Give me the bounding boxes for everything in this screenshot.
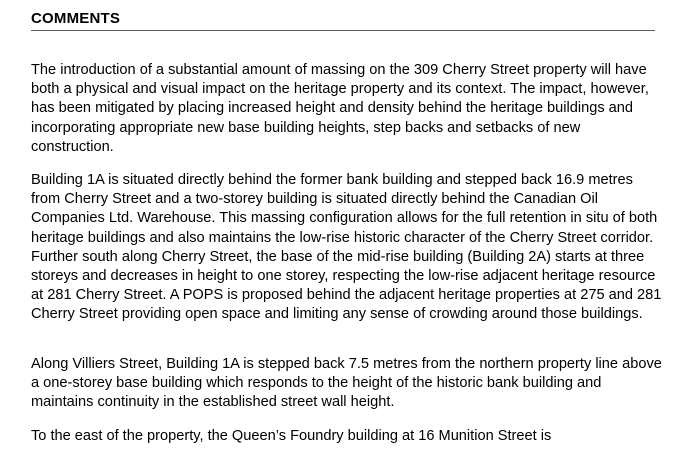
paragraph-east-property: To the east of the property, the Queen’s Foundry building at 16 Munition Street is — [31, 428, 552, 444]
section-heading: COMMENTS — [31, 9, 655, 31]
paragraph-villiers-street: Along Villiers Street, Building 1A is stepped back 7.5 metres from the northern property line above a one-storey base building which responds to the height of the historic bank building and maintains continuity in the established street wall height. — [31, 356, 662, 411]
paragraph-massing-impact: The introduction of a substantial amount of massing on the 309 Cherry Street property will have both a physical and visual impact on the heritage property and its context. The impact, however, has been mitigated by placing increased height and density behind the heritage buildings and incorporating appropriate new base building heights, step backs and setbacks of new construction. — [31, 62, 649, 155]
paragraph-building-1a: Building 1A is situated directly behind the former bank building and stepped back 16.9 metres from Cherry Street and a two-storey building is situated directly behind the Canadian Oil Companies Ltd. Warehouse. This massing configuration allows for the full retention in situ of both heritage buildings and also maintains the low-rise historic character of the Cherry Street corridor. Further south along Cherry Street, the base of the mid-rise building (Building 2A) starts at three storeys and decreases in height to one storey, respecting the low-rise adjacent heritage resource at 281 Cherry Street. A POPS is proposed behind the adjacent heritage properties at 275 and 281 Cherry Street providing open space and limiting any sense of crowding around those buildings. — [31, 172, 662, 323]
